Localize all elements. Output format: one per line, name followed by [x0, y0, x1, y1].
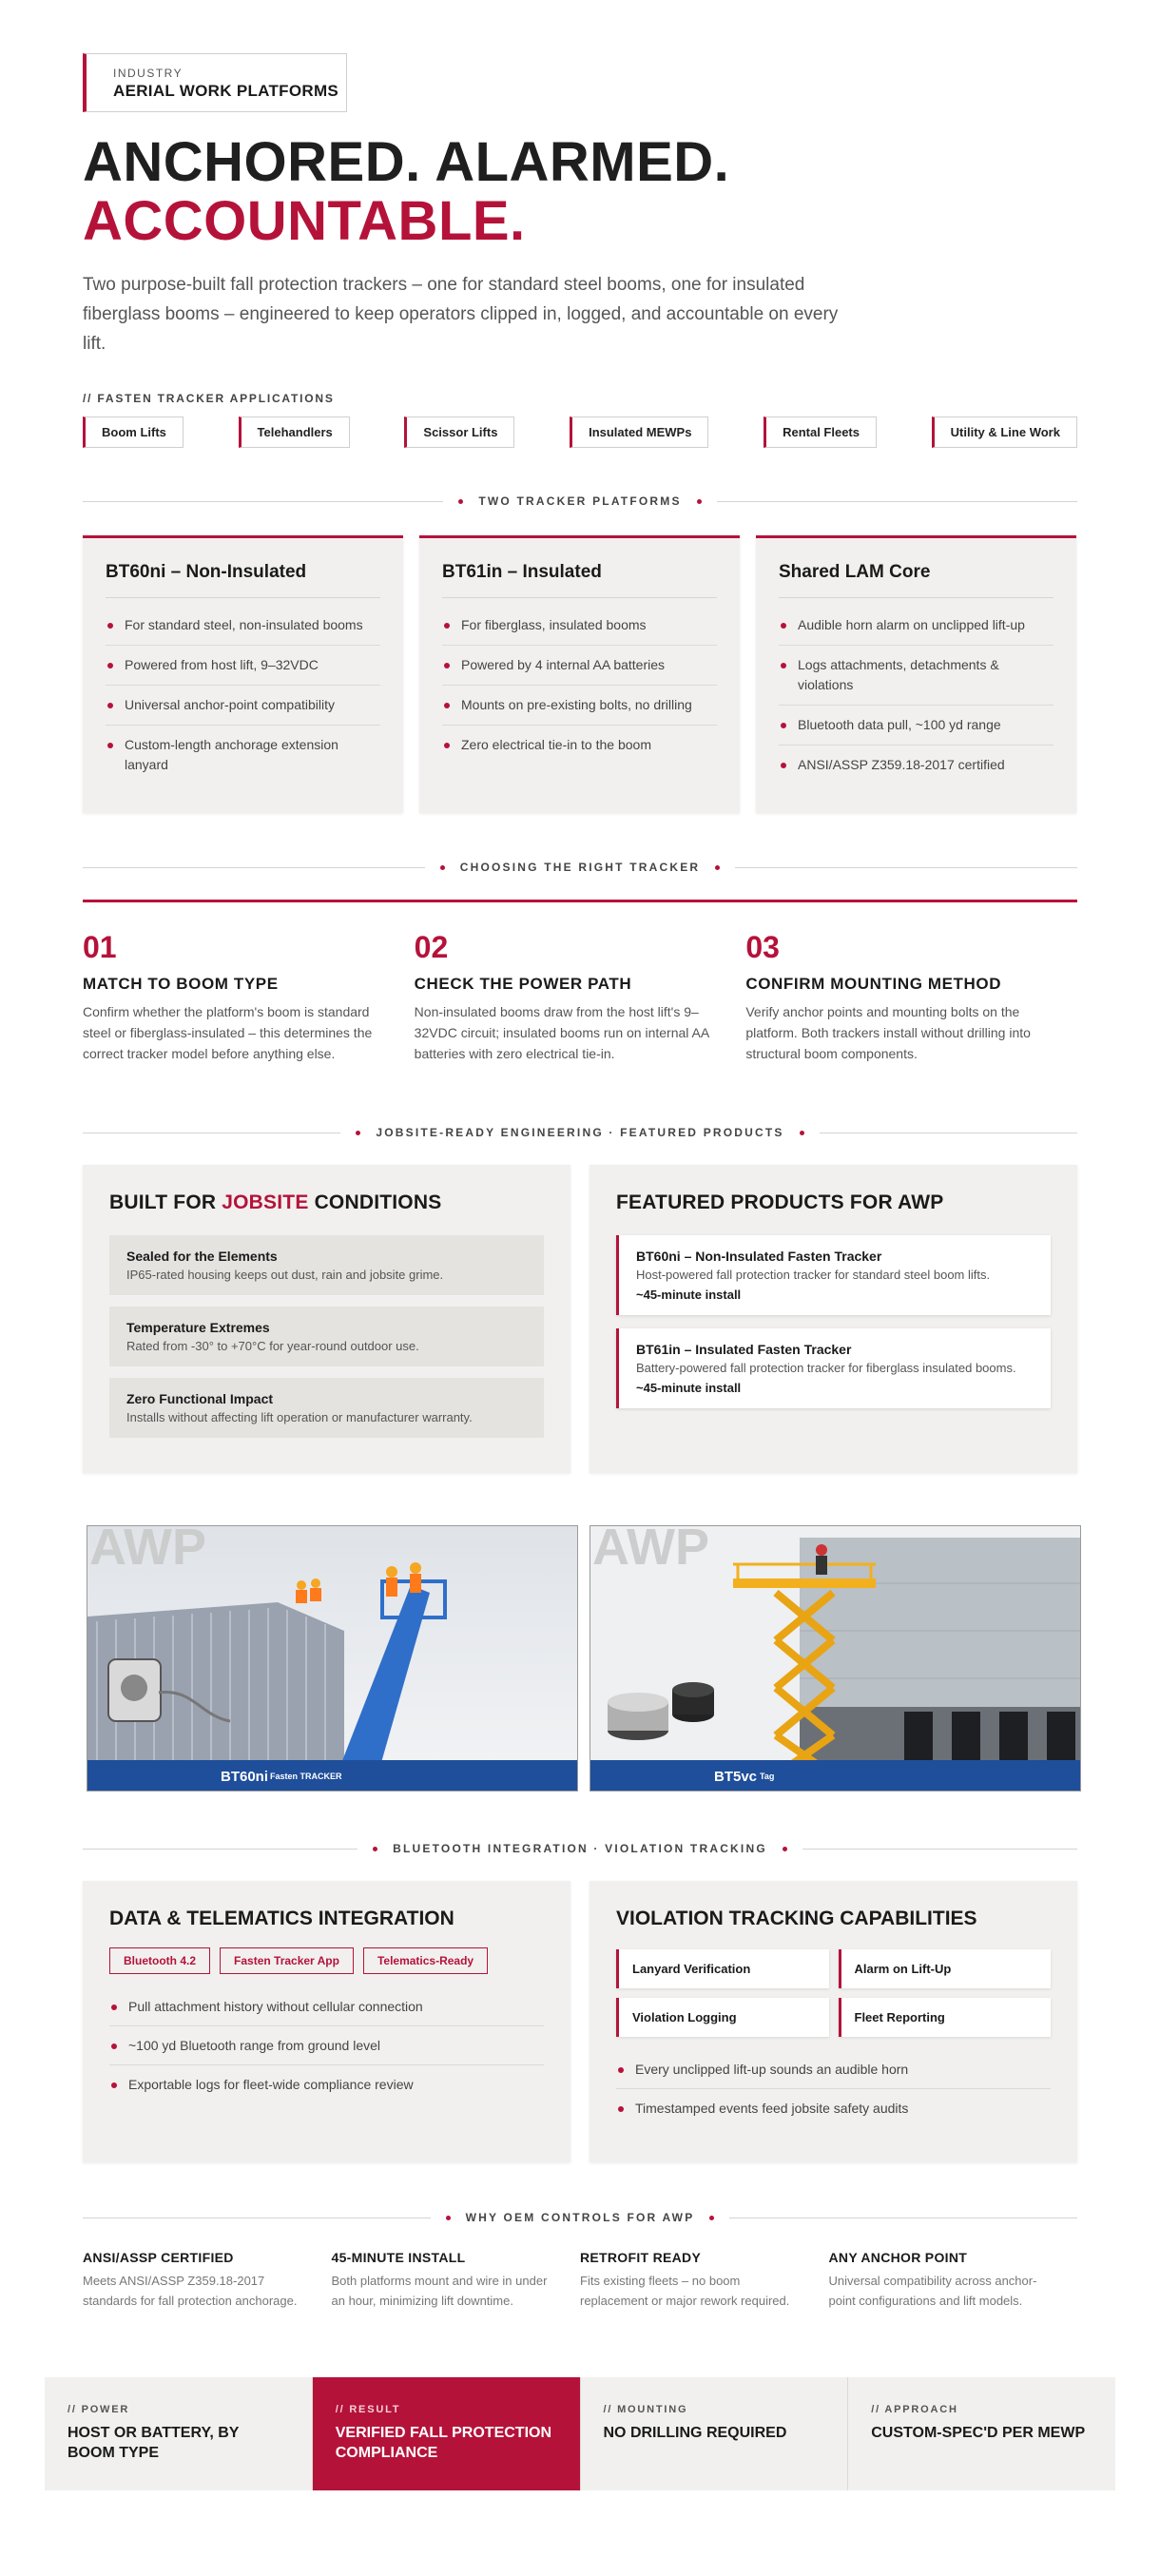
industry-label: INDUSTRY: [113, 67, 184, 80]
summary-cell-power: [45, 2377, 313, 2490]
why-desc: Universal compatibility across anchor-point configurations and lift models.: [828, 2274, 1037, 2308]
capability-grid: [616, 1949, 1051, 2037]
divider-dot: [356, 1131, 360, 1135]
svg-text:Tag: Tag: [760, 1772, 775, 1781]
step-title: CONFIRM MOUNTING METHOD: [745, 975, 1002, 993]
condition-item: [109, 1378, 544, 1438]
condition-desc: Rated from -30° to +70°C for year-round outdoor use.: [126, 1339, 419, 1353]
condition-item: [109, 1307, 544, 1366]
section-heading: JOBSITE-READY ENGINEERING · FEATURED PRODUCTS: [376, 1126, 784, 1139]
section-divider-platforms: [83, 492, 1077, 511]
list-item: For fiberglass, insulated booms: [442, 606, 717, 646]
list-item: Powered from host lift, 9–32VDC: [106, 646, 380, 686]
platform-card-title: BT60ni – Non-Insulated: [106, 562, 380, 598]
industry-tag: [83, 53, 347, 112]
data-telematics-panel: [83, 1881, 570, 2162]
product-desc: Battery-powered fall protection tracker for fiberglass insulated booms.: [636, 1361, 1016, 1375]
condition-desc: Installs without affecting lift operation or manufacturer warranty.: [126, 1410, 473, 1424]
boom-lift-photo: [87, 1525, 578, 1792]
list-item: Logs attachments, detachments & violations: [779, 646, 1054, 706]
section-divider-telematics: [83, 1839, 1077, 1858]
platform-card-title: BT61in – Insulated: [442, 562, 717, 598]
capability-cell: Violation Logging: [616, 1998, 829, 2037]
section-divider-choosing: [83, 858, 1077, 877]
step-title: CHECK THE POWER PATH: [414, 975, 632, 993]
summary-label: // APPROACH: [871, 2404, 958, 2415]
condition-title: Sealed for the Elements: [126, 1249, 278, 1264]
list-item: Every unclipped lift-up sounds an audible horn: [616, 2050, 1051, 2089]
product-images: [87, 1525, 1081, 1792]
application-chip[interactable]: Scissor Lifts: [404, 416, 514, 448]
why-title: ANSI/ASSP CERTIFIED: [83, 2250, 234, 2265]
list-item: ANSI/ASSP Z359.18-2017 certified: [779, 746, 1054, 784]
summary-cell-mounting: [581, 2377, 849, 2490]
why-column: [83, 2250, 332, 2311]
svg-text:BT5vc: BT5vc: [714, 1769, 758, 1785]
section-divider-why: [83, 2208, 1077, 2227]
why-column: [580, 2250, 829, 2311]
industry-value: AERIAL WORK PLATFORMS: [113, 82, 339, 100]
divider-dot: [697, 499, 702, 504]
divider-dot: [440, 865, 445, 870]
section-divider-jobsite: [83, 1123, 1077, 1142]
steps: [83, 930, 1077, 1064]
section-heading: WHY OEM CONTROLS FOR AWP: [465, 2211, 695, 2224]
divider-dot: [458, 499, 463, 504]
summary-label: // POWER: [68, 2404, 130, 2415]
list-item: For standard steel, non-insulated booms: [106, 606, 380, 646]
step-desc: Confirm whether the platform's boom is standard steel or fiberglass-insulated – this determines the correct tracker model before anything else.: [83, 1004, 373, 1061]
summary-label: // MOUNTING: [603, 2404, 688, 2415]
step-number: 01: [83, 930, 117, 964]
step-title: MATCH TO BOOM TYPE: [83, 975, 279, 993]
built-for-jobsite-panel: [83, 1165, 570, 1473]
jobsite-panels: [83, 1165, 1077, 1473]
applications-label: // FASTEN TRACKER APPLICATIONS: [83, 392, 335, 405]
scissor-lift-illustration: [590, 1526, 1081, 1792]
condition-item: [109, 1235, 544, 1295]
step: [745, 930, 1077, 1064]
headline-line-1: ANCHORED. ALARMED.: [83, 131, 730, 193]
condition-title: Temperature Extremes: [126, 1320, 270, 1335]
summary-value: NO DRILLING REQUIRED: [603, 2425, 787, 2441]
divider-dot: [800, 1131, 804, 1135]
svg-text:AWP: AWP: [89, 1526, 207, 1576]
why-title: 45-MINUTE INSTALL: [331, 2250, 466, 2265]
why-title: RETROFIT READY: [580, 2250, 702, 2265]
why-desc: Meets ANSI/ASSP Z359.18-2017 standards for fall protection anchorage.: [83, 2274, 298, 2308]
list-item: Powered by 4 internal AA batteries: [442, 646, 717, 686]
list-item: Pull attachment history without cellular connection: [109, 1987, 544, 2026]
featured-product-card[interactable]: [616, 1328, 1051, 1408]
product-title: BT60ni – Non-Insulated Fasten Tracker: [636, 1249, 882, 1264]
capability-cell: Alarm on Lift-Up: [839, 1949, 1052, 1988]
why-column: [332, 2250, 581, 2311]
list-item: Zero electrical tie-in to the boom: [442, 726, 717, 765]
why-desc: Both platforms mount and wire in under an hour, minimizing lift downtime.: [331, 2274, 548, 2308]
list-item: Audible horn alarm on unclipped lift-up: [779, 606, 1054, 646]
platform-card-title: Shared LAM Core: [779, 562, 1054, 598]
feature-pill: Fasten Tracker App: [220, 1947, 354, 1974]
accent-rule: [83, 900, 1077, 902]
divider-dot: [373, 1847, 377, 1851]
svg-text:Fasten TRACKER: Fasten TRACKER: [270, 1772, 342, 1781]
list-item: Custom-length anchorage extension lanyard: [106, 726, 380, 784]
platform-cards: [83, 535, 1077, 813]
step-desc: Non-insulated booms draw from the host lift's 9–32VDC circuit; insulated booms run on internal AA batteries with zero electrical tie-in.: [414, 1004, 709, 1061]
product-install-time: ~45-minute install: [636, 1288, 742, 1302]
step-desc: Verify anchor points and mounting bolts on the platform. Both trackers install without drilling into structural boom components.: [745, 1004, 1031, 1061]
summary-value: VERIFIED FALL PROTECTION COMPLIANCE: [335, 2425, 552, 2461]
product-title: BT61in – Insulated Fasten Tracker: [636, 1342, 852, 1357]
summary-cell-approach: [848, 2377, 1115, 2490]
list-item: Timestamped events feed jobsite safety audits: [616, 2089, 1051, 2127]
list-item: Exportable logs for fleet-wide compliance review: [109, 2065, 544, 2103]
summary-label: // RESULT: [335, 2404, 401, 2415]
list-item: ~100 yd Bluetooth range from ground level: [109, 2026, 544, 2065]
why-desc: Fits existing fleets – no boom replacement or major rework required.: [580, 2274, 790, 2308]
summary-cell-result: [313, 2377, 581, 2490]
application-chip[interactable]: Telehandlers: [239, 416, 350, 448]
divider-dot: [715, 865, 720, 870]
featured-product-card[interactable]: [616, 1235, 1051, 1315]
why-title: ANY ANCHOR POINT: [828, 2250, 968, 2265]
svg-text:AWP: AWP: [592, 1526, 710, 1576]
step: [83, 930, 415, 1064]
application-chip[interactable]: Utility & Line Work: [932, 416, 1077, 448]
list-item: Mounts on pre-existing bolts, no drilling: [442, 686, 717, 726]
applications-list: [83, 416, 1077, 448]
summary-bar: [45, 2377, 1115, 2490]
divider-dot: [783, 1847, 787, 1851]
panel-title: VIOLATION TRACKING CAPABILITIES: [616, 1908, 977, 1929]
step-number: 03: [745, 930, 780, 964]
product-install-time: ~45-minute install: [636, 1381, 742, 1395]
why-columns: [83, 2250, 1077, 2311]
boom-lift-illustration: [87, 1526, 578, 1792]
panel-title: FEATURED PRODUCTS FOR AWP: [616, 1191, 944, 1213]
feature-pill: Bluetooth 4.2: [109, 1947, 210, 1974]
page-title: [83, 133, 1077, 251]
intro-text: Two purpose-built fall protection trackers – one for standard steel booms, one for insulated fiberglass booms – engineered to keep operators clipped in, logged, and accountable on every lift.: [83, 275, 839, 354]
step: [415, 930, 746, 1064]
section-heading: BLUETOOTH INTEGRATION · VIOLATION TRACKING: [393, 1842, 767, 1855]
list-item: Universal anchor-point compatibility: [106, 686, 380, 726]
step-number: 02: [414, 930, 449, 964]
condition-desc: IP65-rated housing keeps out dust, rain and jobsite grime.: [126, 1268, 444, 1282]
svg-text:BT60ni: BT60ni: [221, 1769, 269, 1785]
panel-title: BUILT FOR JOBSITE CONDITIONS: [109, 1191, 442, 1213]
platform-card: [83, 535, 403, 813]
application-chip[interactable]: Insulated MEWPs: [570, 416, 708, 448]
featured-products-panel: [590, 1165, 1077, 1473]
summary-value: HOST OR BATTERY, BY BOOM TYPE: [68, 2425, 240, 2461]
application-chip[interactable]: Boom Lifts: [83, 416, 184, 448]
section-heading: CHOOSING THE RIGHT TRACKER: [459, 861, 701, 874]
product-desc: Host-powered fall protection tracker for standard steel boom lifts.: [636, 1268, 991, 1282]
list-item: Bluetooth data pull, ~100 yd range: [779, 706, 1054, 746]
divider-dot: [709, 2216, 714, 2220]
panel-title: DATA & TELEMATICS INTEGRATION: [109, 1908, 454, 1929]
feature-pills: [109, 1947, 544, 1974]
section-heading: TWO TRACKER PLATFORMS: [478, 494, 682, 508]
capability-cell: Fleet Reporting: [839, 1998, 1052, 2037]
platform-card: [419, 535, 740, 813]
scissor-lift-photo: [590, 1525, 1081, 1792]
violation-tracking-panel: [590, 1881, 1077, 2162]
divider-dot: [446, 2216, 451, 2220]
feature-pill: Telematics-Ready: [363, 1947, 488, 1974]
telematics-panels: [83, 1881, 1077, 2162]
application-chip[interactable]: Rental Fleets: [764, 416, 877, 448]
platform-card: [756, 535, 1076, 813]
summary-value: CUSTOM-SPEC'D PER MEWP: [871, 2425, 1086, 2441]
headline-line-2: ACCOUNTABLE.: [83, 190, 526, 252]
why-column: [829, 2250, 1078, 2311]
capability-cell: Lanyard Verification: [616, 1949, 829, 1988]
condition-title: Zero Functional Impact: [126, 1391, 274, 1406]
